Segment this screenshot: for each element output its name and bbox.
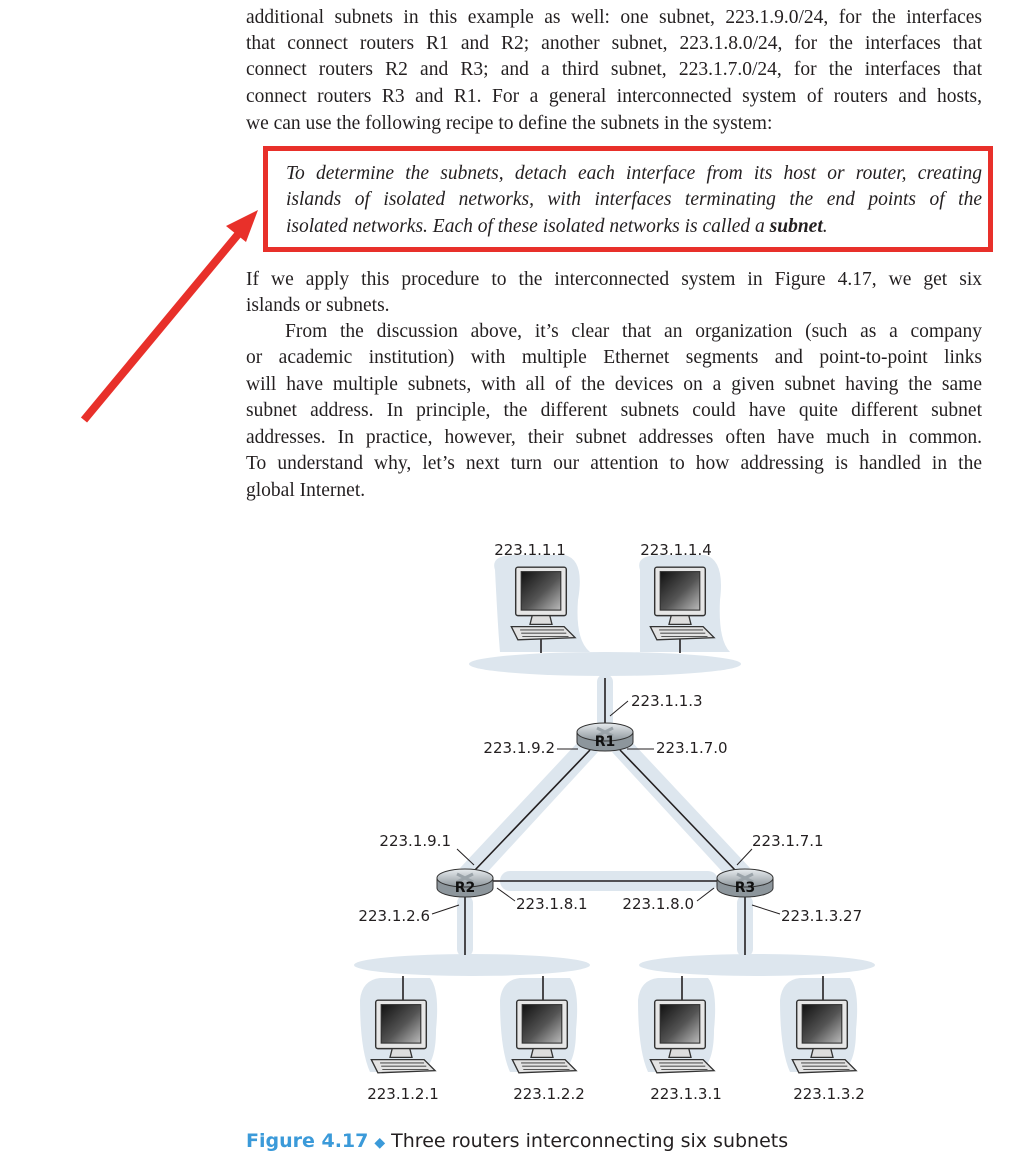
callout-text: isolated networks. Each of these isolated networks is called a (286, 216, 770, 237)
host-computer-icon (650, 1000, 714, 1073)
interface-address: 223.1.8.0 (622, 895, 694, 913)
text-line: subnet address. In principle, the different subnets could have quite different subnet (246, 400, 982, 421)
text-line: connect routers R2 and R3; and a third subnet, 223.1.7.0/24, for the interfaces that (246, 59, 982, 80)
interface-address: 223.1.7.1 (752, 832, 824, 850)
interface-address: 223.1.1.3 (631, 692, 703, 710)
text-line: To understand why, let’s next turn our attention to how addressing is handled in the (246, 453, 982, 474)
text-line: that connect routers R1 and R2; another subnet, 223.1.8.0/24, for the interfaces that (246, 33, 982, 54)
host-computer-icon (371, 1000, 435, 1073)
text-line: If we apply this procedure to the interconnected system in Figure 4.17, we get six (246, 269, 982, 290)
caption-text: Three routers interconnecting six subnets (391, 1130, 789, 1152)
host-computer-icon (511, 567, 575, 640)
figure-caption (246, 1130, 788, 1152)
router-label: R3 (734, 880, 756, 896)
text-line: additional subnets in this example as well: one subnet, 223.1.9.0/24, for the interfaces (246, 7, 982, 28)
diamond-icon: ◆ (374, 1135, 386, 1151)
host-address: 223.1.3.1 (650, 1085, 722, 1103)
subnet-term: subnet (769, 216, 823, 237)
text-line: From the discussion above, it’s clear that an organization (such as a company (285, 321, 982, 342)
host-computer-icon (792, 1000, 856, 1073)
text-line: islands or subnets. (246, 295, 390, 316)
subnet-islands (354, 555, 875, 1072)
host-address: 223.1.3.2 (793, 1085, 865, 1103)
text-line: connect routers R3 and R1. For a general interconnected system of routers and hosts, (246, 86, 982, 107)
callout-line: islands of isolated networks, with interfaces terminating the end points of the (286, 189, 982, 210)
host-computer-icon (512, 1000, 576, 1073)
interface-address: 223.1.8.1 (516, 895, 588, 913)
text-line: will have multiple subnets, with all of the devices on a given subnet having the same (246, 374, 982, 395)
interface-address: 223.1.2.6 (358, 907, 430, 925)
text-line: global Internet. (246, 480, 366, 501)
figure-number: Figure 4.17 (246, 1130, 369, 1152)
interface-address: 223.1.9.1 (379, 832, 451, 850)
router-r3-icon (717, 869, 773, 897)
red-arrow (84, 210, 258, 420)
interface-address: 223.1.9.2 (483, 739, 555, 757)
host-address: 223.1.2.2 (513, 1085, 585, 1103)
interface-address: 223.1.3.27 (781, 907, 863, 925)
router-r1-icon (577, 723, 633, 751)
host-computer-icon (650, 567, 714, 640)
router-label: R2 (454, 880, 476, 896)
host-address: 223.1.1.4 (640, 541, 712, 559)
host-address: 223.1.1.1 (494, 541, 566, 559)
router-r2-icon (437, 869, 493, 897)
callout-end: . (822, 216, 828, 237)
text-line: we can use the following recipe to define the subnets in the system: (246, 113, 773, 134)
router-label: R1 (594, 734, 616, 750)
text-line: addresses. In practice, however, their subnet addresses often have much in common. (246, 427, 982, 448)
host-address: 223.1.2.1 (367, 1085, 439, 1103)
callout-line: To determine the subnets, detach each interface from its host or router, creating (286, 163, 982, 184)
interface-address: 223.1.7.0 (656, 739, 728, 757)
text-line: or academic institution) with multiple Ethernet segments and point-to-point links (246, 347, 982, 368)
